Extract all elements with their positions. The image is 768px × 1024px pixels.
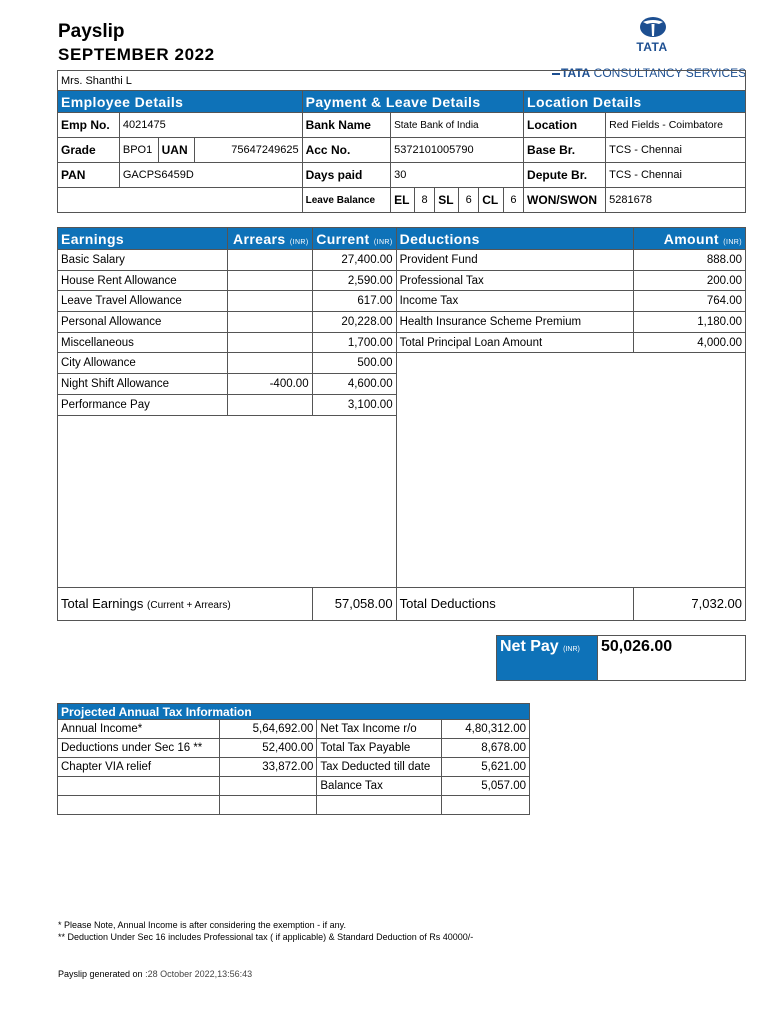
bank-name-label: Bank Name [302, 113, 391, 138]
amount-unit: (INR) [723, 238, 742, 246]
footnote-sec16: ** Deduction Under Sec 16 includes Professional tax ( if applicable) & Standard Deduction of Rs 40000/- [58, 932, 474, 942]
base-branch-value: TCS - Chennai [606, 138, 746, 163]
tax-value: 33,872.00 [219, 758, 317, 777]
earning-label: Performance Pay [58, 394, 228, 415]
arrears-unit: (INR) [289, 238, 309, 246]
arrears-header [227, 228, 312, 250]
deduction-label: Health Insurance Scheme Premium [396, 312, 634, 333]
pay-period: SEPTEMBER 2022 [58, 45, 215, 64]
total-earnings-text: Total Earnings [61, 596, 144, 611]
amount-header-label: Amount [663, 230, 719, 247]
table-row [58, 353, 746, 374]
deduction-amount: 4,000.00 [634, 332, 746, 353]
tax-label: Tax Deducted till date [317, 758, 442, 777]
table-row [58, 758, 530, 777]
earning-arrears [227, 291, 312, 312]
earning-current: 20,228.00 [312, 312, 396, 333]
uan-label: UAN [158, 138, 194, 163]
deduction-label: Total Principal Loan Amount [396, 332, 634, 353]
employee-details-table [57, 70, 746, 213]
tax-label [58, 796, 220, 815]
earning-label: Miscellaneous [58, 332, 228, 353]
earning-current: 617.00 [312, 291, 396, 312]
tax-value [219, 777, 317, 796]
earning-arrears [227, 394, 312, 415]
tax-label: Deductions under Sec 16 ** [58, 739, 220, 758]
tax-label [58, 777, 220, 796]
tax-label: Net Tax Income r/o [317, 720, 442, 739]
tax-label: Balance Tax [317, 777, 442, 796]
generated-value: :28 October 2022,13:56:43 [145, 969, 253, 979]
emp-no-value: 4021475 [119, 113, 302, 138]
won-swon-label: WON/SWON [524, 188, 606, 213]
table-row [58, 291, 746, 312]
total-earnings-label [58, 587, 313, 620]
footnote-annual-income: * Please Note, Annual Income is after considering the exemption - if any. [58, 920, 346, 930]
days-paid-value: 30 [391, 163, 524, 188]
won-swon-value: 5281678 [606, 188, 746, 213]
earning-label: City Allowance [58, 353, 228, 374]
earning-label: Night Shift Allowance [58, 374, 228, 395]
earning-arrears [227, 250, 312, 271]
tcs-logo [552, 16, 752, 78]
current-header-label: Current [316, 230, 370, 247]
table-row [58, 250, 746, 271]
earning-arrears [227, 353, 312, 374]
deduction-label: Professional Tax [396, 270, 634, 291]
amount-header [634, 228, 746, 250]
footnotes [58, 919, 473, 943]
tax-label: Annual Income* [58, 720, 220, 739]
net-pay-label [497, 636, 598, 681]
deductions-empty-area [396, 353, 745, 587]
earning-current: 500.00 [312, 353, 396, 374]
table-row [58, 312, 746, 333]
uan-value: 75647249625 [194, 138, 302, 163]
earning-arrears [227, 332, 312, 353]
earnings-deductions-table [57, 227, 746, 621]
tax-value: 5,621.00 [442, 758, 530, 777]
emp-no-label: Emp No. [58, 113, 120, 138]
generated-timestamp [58, 969, 252, 979]
location-label: Location [524, 113, 606, 138]
acc-no-value: 5372101005790 [391, 138, 524, 163]
tax-label: Chapter VIA relief [58, 758, 220, 777]
current-unit: (INR) [373, 238, 393, 246]
net-pay-text: Net Pay [500, 638, 559, 655]
acc-no-label: Acc No. [302, 138, 391, 163]
tax-value: 5,64,692.00 [219, 720, 317, 739]
employee-details-header: Employee Details [58, 91, 303, 113]
leave-balance-label: Leave Balance [302, 188, 391, 213]
tax-label: Total Tax Payable [317, 739, 442, 758]
sl-value: 6 [459, 188, 479, 213]
deduction-amount: 1,180.00 [634, 312, 746, 333]
net-pay-unit: (INR) [563, 646, 580, 653]
pan-label: PAN [58, 163, 120, 188]
earning-current: 4,600.00 [312, 374, 396, 395]
employee-name: Mrs. Shanthi L [58, 71, 746, 91]
table-row [58, 777, 530, 796]
deduction-amount: 888.00 [634, 250, 746, 271]
deduction-amount: 764.00 [634, 291, 746, 312]
earning-current: 3,100.00 [312, 394, 396, 415]
earnings-header: Earnings [58, 228, 228, 250]
earning-arrears [227, 312, 312, 333]
location-details-header: Location Details [524, 91, 746, 113]
earning-current: 27,400.00 [312, 250, 396, 271]
company-name-bold: TATA [561, 66, 591, 80]
earnings-empty-area [58, 415, 397, 587]
tax-label [317, 796, 442, 815]
tata-wordmark: TATA [636, 40, 668, 54]
tax-value [442, 796, 530, 815]
tax-value: 4,80,312.00 [442, 720, 530, 739]
deductions-header: Deductions [396, 228, 634, 250]
el-value: 8 [414, 188, 434, 213]
depute-branch-label: Depute Br. [524, 163, 606, 188]
arrears-header-label: Arrears [232, 230, 286, 247]
earning-current: 1,700.00 [312, 332, 396, 353]
company-name-rest: CONSULTANCY SERVICES [593, 66, 747, 80]
grade-label: Grade [58, 138, 120, 163]
projected-tax-header: Projected Annual Tax Information [58, 704, 530, 720]
tax-value [219, 796, 317, 815]
earning-label: Basic Salary [58, 250, 228, 271]
grade-value: BPO1 [119, 138, 158, 163]
earning-arrears: -400.00 [227, 374, 312, 395]
tata-logo-icon [638, 16, 668, 40]
total-earnings-sub: (Current + Arrears) [147, 600, 231, 611]
earning-label: Leave Travel Allowance [58, 291, 228, 312]
table-row [58, 270, 746, 291]
deduction-amount: 200.00 [634, 270, 746, 291]
payment-leave-header: Payment & Leave Details [302, 91, 523, 113]
days-paid-label: Days paid [302, 163, 391, 188]
tax-value: 5,057.00 [442, 777, 530, 796]
generated-label: Payslip generated on [58, 969, 143, 979]
pan-value: GACPS6459D [119, 163, 302, 188]
cl-value: 6 [503, 188, 523, 213]
cl-label: CL [479, 188, 504, 213]
net-pay-box [496, 635, 746, 681]
empty-cell [58, 188, 303, 213]
table-row [58, 720, 530, 739]
el-label: EL [391, 188, 415, 213]
earning-arrears [227, 270, 312, 291]
total-deductions-label: Total Deductions [396, 587, 634, 620]
table-row [58, 739, 530, 758]
tax-value: 52,400.00 [219, 739, 317, 758]
table-row [58, 796, 530, 815]
earning-label: Personal Allowance [58, 312, 228, 333]
depute-branch-value: TCS - Chennai [606, 163, 746, 188]
net-pay-value: 50,026.00 [598, 636, 746, 681]
sl-label: SL [435, 188, 459, 213]
earning-current: 2,590.00 [312, 270, 396, 291]
tax-value: 8,678.00 [442, 739, 530, 758]
page-title: Payslip [58, 21, 125, 42]
table-row [58, 332, 746, 353]
location-value: Red Fields - Coimbatore [606, 113, 746, 138]
earning-label: House Rent Allowance [58, 270, 228, 291]
total-earnings-value: 57,058.00 [312, 587, 396, 620]
current-header [312, 228, 396, 250]
deduction-label: Income Tax [396, 291, 634, 312]
total-deductions-value: 7,032.00 [634, 587, 746, 620]
base-branch-label: Base Br. [524, 138, 606, 163]
bank-name-value: State Bank of India [391, 113, 524, 138]
deduction-label: Provident Fund [396, 250, 634, 271]
projected-tax-table [57, 703, 530, 815]
